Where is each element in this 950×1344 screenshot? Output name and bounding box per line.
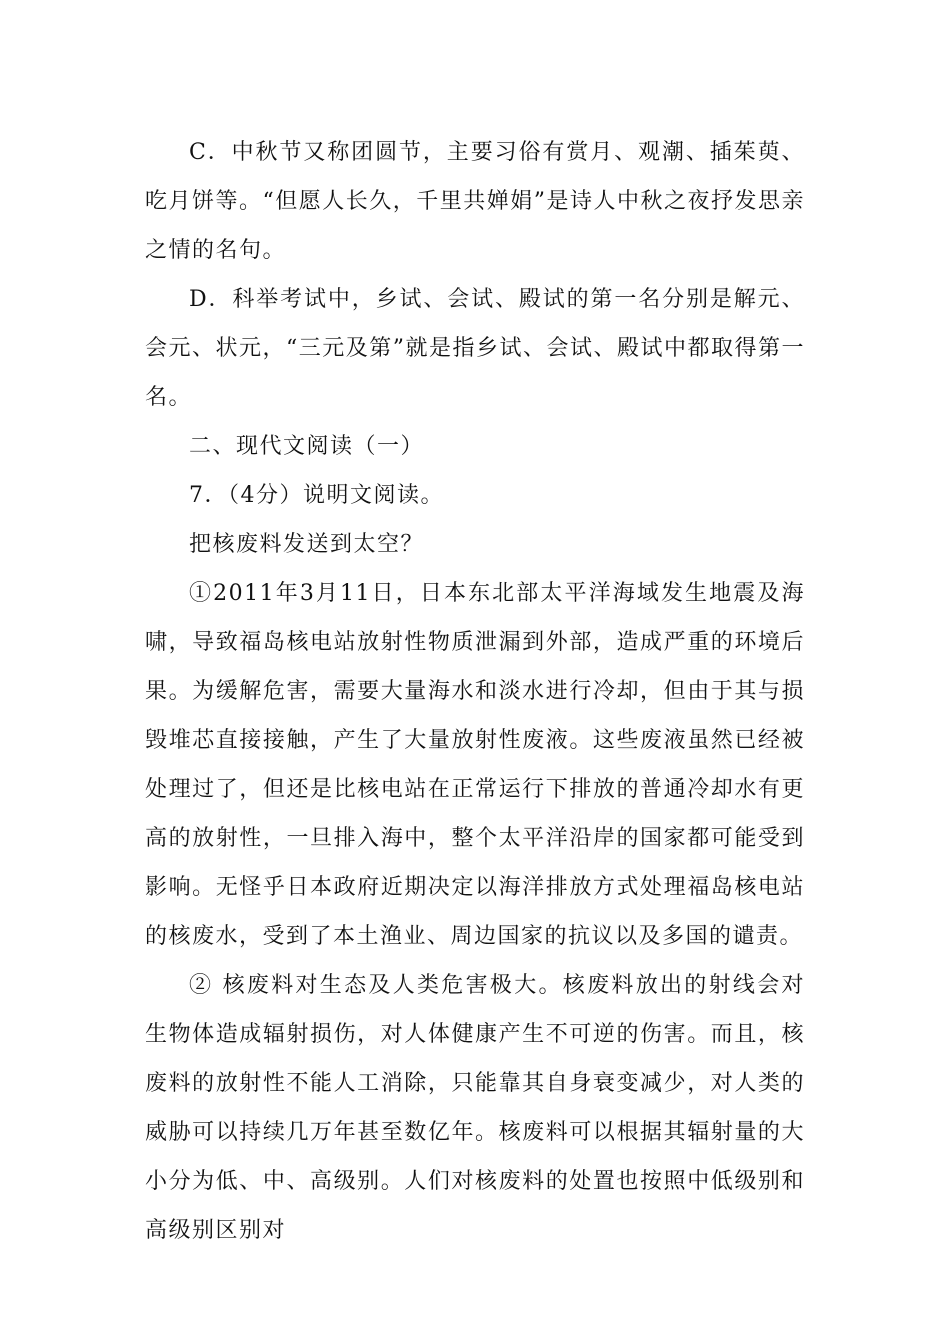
question-label: 7．（4分）说明文阅读。 [189, 483, 444, 508]
option-d-text: 科举考试中，乡试、会试、殿试的第一名分别是解元、会元、状元，“三元及第”就是指乡试、会试、殿试中都取得第一名。 [145, 287, 805, 410]
article-title: 把核废料发送到太空？ [189, 532, 425, 557]
section-title: 二、现代文阅读（一） [189, 434, 425, 459]
option-d [145, 275, 805, 422]
option-c [145, 128, 805, 275]
option-c-text: 中秋节又称团圆节，主要习俗有赏月、观潮、插茱萸、吃月饼等。“但愿人长久，千里共婵娟”是诗人中秋之夜抒发思亲之情的名句。 [145, 140, 805, 263]
option-d-letter: D． [189, 287, 233, 312]
article-paragraph-1: ①2011年3月11日，日本东北部太平洋海域发生地震及海啸，导致福岛核电站放射性物质泄漏到外部，造成严重的环境后果。为缓解危害，需要大量海水和淡水进行冷却，但由于其与损毁堆芯直接接触，产生了大量放射性废液。这些废液虽然已经被处理过了，但还是比核电站在正常运行下排放的普通冷却水有更高的放射性，一旦排入海中，整个太平洋沿岸的国家都可能受到影响。无怪乎日本政府近期决定以海洋排放方式处理福岛核电站的核废水，受到了本土渔业、周边国家的抗议以及多国的谴责。 [145, 581, 805, 949]
option-c-letter: C． [189, 140, 232, 165]
article-paragraph-2: ② 核废料对生态及人类危害极大。核废料放出的射线会对生物体造成辐射损伤，对人体健康产生不可逆的伤害。而且，核废料的放射性不能人工消除，只能靠其自身衰变减少，对人类的威胁可以持续几万年甚至数亿年。核废料可以根据其辐射量的大小分为低、中、高级别。人们对核废料的处置也按照中低级别和高级别区别对 [145, 973, 805, 1243]
document-page [145, 128, 805, 1255]
